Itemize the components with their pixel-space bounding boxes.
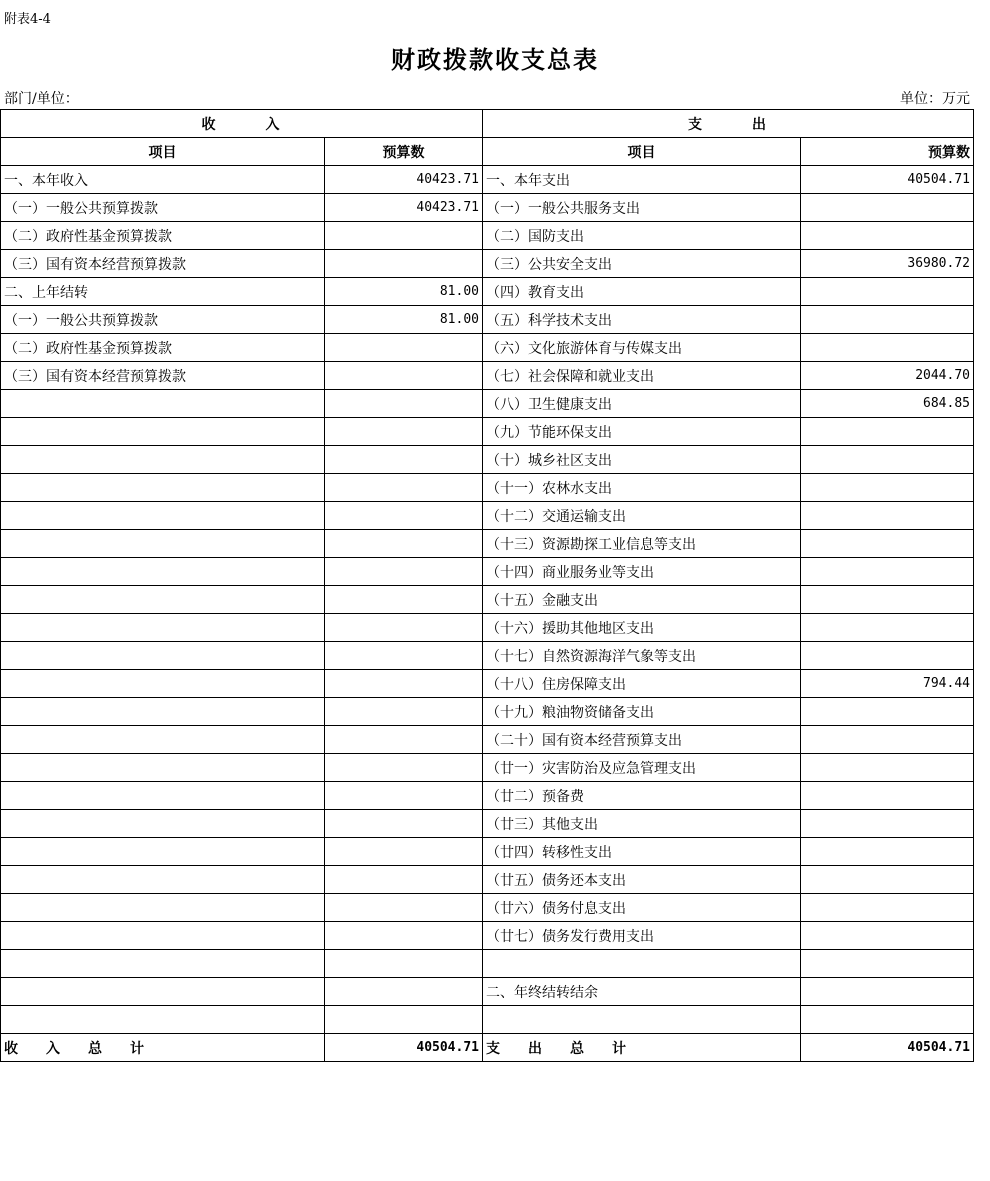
expense-item-cell: （八）卫生健康支出 <box>483 390 801 418</box>
table-row <box>1 950 974 978</box>
expense-item-cell: （二十）国有资本经营预算支出 <box>483 726 801 754</box>
income-amount-cell <box>325 642 483 670</box>
expense-amount-cell <box>801 894 974 922</box>
income-amount-cell <box>325 726 483 754</box>
expense-item-cell: （四）教育支出 <box>483 278 801 306</box>
expense-amount-cell <box>801 782 974 810</box>
income-section-header: 收 入 <box>1 110 483 138</box>
income-amount-cell <box>325 810 483 838</box>
income-amount-cell <box>325 614 483 642</box>
income-item-cell <box>1 782 325 810</box>
income-amount-cell: 81.00 <box>325 278 483 306</box>
expense-amount-cell <box>801 334 974 362</box>
expense-item-header: 项目 <box>483 138 801 166</box>
income-amount-cell <box>325 390 483 418</box>
table-row <box>1 894 974 922</box>
expense-amount-cell <box>801 950 974 978</box>
income-amount-cell: 81.00 <box>325 306 483 334</box>
budget-table <box>0 109 974 1062</box>
expense-amount-cell <box>801 558 974 586</box>
expense-item-cell: 二、年终结转结余 <box>483 978 801 1006</box>
income-amount-cell <box>325 446 483 474</box>
expense-amount-cell <box>801 194 974 222</box>
income-amount-cell <box>325 250 483 278</box>
expense-item-cell: （十三）资源勘探工业信息等支出 <box>483 530 801 558</box>
income-item-cell: （二）政府性基金预算拨款 <box>1 334 325 362</box>
income-amount-cell <box>325 754 483 782</box>
expense-item-cell: （七）社会保障和就业支出 <box>483 362 801 390</box>
table-row <box>1 614 974 642</box>
table-row <box>1 782 974 810</box>
table-row <box>1 334 974 362</box>
income-amount-cell <box>325 894 483 922</box>
expense-item-cell: （十七）自然资源海洋气象等支出 <box>483 642 801 670</box>
expense-item-cell: （十四）商业服务业等支出 <box>483 558 801 586</box>
expense-amount-cell <box>801 446 974 474</box>
income-item-cell <box>1 866 325 894</box>
expense-item-cell: （廿四）转移性支出 <box>483 838 801 866</box>
table-row <box>1 306 974 334</box>
income-amount-cell <box>325 530 483 558</box>
expense-item-cell: （十九）粮油物资储备支出 <box>483 698 801 726</box>
table-row <box>1 474 974 502</box>
table-row <box>1 390 974 418</box>
table-row <box>1 194 974 222</box>
expense-amount-cell <box>801 306 974 334</box>
income-item-cell: 二、上年结转 <box>1 278 325 306</box>
income-item-cell <box>1 474 325 502</box>
table-row <box>1 698 974 726</box>
expense-item-cell: （十六）援助其他地区支出 <box>483 614 801 642</box>
totals-row <box>1 1034 974 1062</box>
expense-amount-cell <box>801 642 974 670</box>
table-row <box>1 1006 974 1034</box>
table-row <box>1 222 974 250</box>
expense-item-cell: （廿二）预备费 <box>483 782 801 810</box>
income-item-cell <box>1 558 325 586</box>
income-amount-cell <box>325 838 483 866</box>
department-label: 部门/单位： <box>4 91 79 107</box>
income-amount-cell <box>325 334 483 362</box>
expense-amount-cell: 684.85 <box>801 390 974 418</box>
expense-section-header: 支 出 <box>483 110 974 138</box>
income-item-cell <box>1 418 325 446</box>
income-item-cell: （三）国有资本经营预算拨款 <box>1 362 325 390</box>
expense-amount-cell: 794.44 <box>801 670 974 698</box>
expense-item-cell: （九）节能环保支出 <box>483 418 801 446</box>
expense-item-cell: （廿五）债务还本支出 <box>483 866 801 894</box>
income-amount-cell <box>325 222 483 250</box>
income-amount-header: 预算数 <box>325 138 483 166</box>
expense-item-cell: （一）一般公共服务支出 <box>483 194 801 222</box>
income-amount-cell <box>325 1006 483 1034</box>
table-row <box>1 250 974 278</box>
income-item-cell <box>1 922 325 950</box>
income-amount-cell <box>325 558 483 586</box>
income-item-cell <box>1 502 325 530</box>
table-row <box>1 530 974 558</box>
income-item-cell <box>1 950 325 978</box>
income-item-cell <box>1 642 325 670</box>
table-row <box>1 166 974 194</box>
table-row <box>1 502 974 530</box>
income-amount-cell: 40423.71 <box>325 166 483 194</box>
expense-amount-cell <box>801 838 974 866</box>
expense-amount-header: 预算数 <box>801 138 974 166</box>
table-row <box>1 362 974 390</box>
table-row <box>1 586 974 614</box>
table-row <box>1 278 974 306</box>
expense-item-cell: （廿一）灾害防治及应急管理支出 <box>483 754 801 782</box>
income-item-cell <box>1 586 325 614</box>
table-row <box>1 978 974 1006</box>
income-item-header: 项目 <box>1 138 325 166</box>
income-item-cell <box>1 670 325 698</box>
income-item-cell <box>1 390 325 418</box>
income-total-label: 收 入 总 计 <box>1 1034 325 1062</box>
expense-item-cell: （二）国防支出 <box>483 222 801 250</box>
expense-item-cell <box>483 1006 801 1034</box>
income-amount-cell <box>325 978 483 1006</box>
expense-item-cell: （三）公共安全支出 <box>483 250 801 278</box>
expense-amount-cell: 36980.72 <box>801 250 974 278</box>
income-item-cell <box>1 810 325 838</box>
table-row <box>1 810 974 838</box>
expense-amount-cell <box>801 754 974 782</box>
expense-amount-cell <box>801 866 974 894</box>
expense-item-cell: （廿六）债务付息支出 <box>483 894 801 922</box>
income-amount-cell <box>325 502 483 530</box>
expense-amount-cell <box>801 978 974 1006</box>
expense-item-cell: （十一）农林水支出 <box>483 474 801 502</box>
expense-amount-cell: 2044.70 <box>801 362 974 390</box>
income-amount-cell <box>325 670 483 698</box>
expense-amount-cell <box>801 278 974 306</box>
expense-amount-cell <box>801 586 974 614</box>
income-item-cell <box>1 446 325 474</box>
column-header-row <box>1 138 974 166</box>
expense-item-cell: （廿三）其他支出 <box>483 810 801 838</box>
income-item-cell <box>1 614 325 642</box>
expense-item-cell: （十二）交通运输支出 <box>483 502 801 530</box>
income-amount-cell <box>325 586 483 614</box>
expense-amount-cell <box>801 502 974 530</box>
table-row <box>1 726 974 754</box>
expense-amount-cell <box>801 922 974 950</box>
table-row <box>1 558 974 586</box>
expense-amount-cell <box>801 614 974 642</box>
table-row <box>1 866 974 894</box>
expense-item-cell: （六）文化旅游体育与传媒支出 <box>483 334 801 362</box>
income-item-cell <box>1 754 325 782</box>
expense-item-cell: 一、本年支出 <box>483 166 801 194</box>
table-row <box>1 838 974 866</box>
expense-item-cell: （廿七）债务发行费用支出 <box>483 922 801 950</box>
income-item-cell: （一）一般公共预算拨款 <box>1 306 325 334</box>
expense-item-cell: （十八）住房保障支出 <box>483 670 801 698</box>
expense-amount-cell <box>801 530 974 558</box>
expense-item-cell: （十五）金融支出 <box>483 586 801 614</box>
expense-total-label: 支 出 总 计 <box>483 1034 801 1062</box>
unit-label: 单位：万元 <box>900 91 970 107</box>
section-header-row <box>1 110 974 138</box>
income-item-cell <box>1 978 325 1006</box>
expense-amount-cell <box>801 810 974 838</box>
income-item-cell <box>1 838 325 866</box>
table-row <box>1 754 974 782</box>
expense-amount-cell <box>801 726 974 754</box>
expense-amount-cell <box>801 474 974 502</box>
expense-item-cell: （五）科学技术支出 <box>483 306 801 334</box>
income-amount-cell <box>325 418 483 446</box>
income-amount-cell <box>325 782 483 810</box>
expense-item-cell: （十）城乡社区支出 <box>483 446 801 474</box>
income-item-cell <box>1 698 325 726</box>
page-title: 财政拨款收支总表 <box>391 45 599 74</box>
income-item-cell <box>1 1006 325 1034</box>
expense-item-cell <box>483 950 801 978</box>
income-item-cell: （二）政府性基金预算拨款 <box>1 222 325 250</box>
page-label: 附表4-4 <box>4 12 51 27</box>
income-amount-cell <box>325 866 483 894</box>
table-row <box>1 418 974 446</box>
expense-total-amount: 40504.71 <box>801 1034 974 1062</box>
income-amount-cell <box>325 950 483 978</box>
table-row <box>1 670 974 698</box>
income-amount-cell: 40423.71 <box>325 194 483 222</box>
income-total-amount: 40504.71 <box>325 1034 483 1062</box>
table-row <box>1 642 974 670</box>
income-item-cell: （一）一般公共预算拨款 <box>1 194 325 222</box>
expense-amount-cell <box>801 1006 974 1034</box>
income-amount-cell <box>325 922 483 950</box>
income-item-cell: （三）国有资本经营预算拨款 <box>1 250 325 278</box>
expense-amount-cell <box>801 222 974 250</box>
income-item-cell <box>1 726 325 754</box>
table-body <box>1 166 974 1034</box>
expense-amount-cell: 40504.71 <box>801 166 974 194</box>
expense-amount-cell <box>801 698 974 726</box>
income-item-cell <box>1 894 325 922</box>
expense-amount-cell <box>801 418 974 446</box>
table-row <box>1 922 974 950</box>
income-item-cell: 一、本年收入 <box>1 166 325 194</box>
income-amount-cell <box>325 698 483 726</box>
income-amount-cell <box>325 474 483 502</box>
income-item-cell <box>1 530 325 558</box>
income-amount-cell <box>325 362 483 390</box>
table-row <box>1 446 974 474</box>
